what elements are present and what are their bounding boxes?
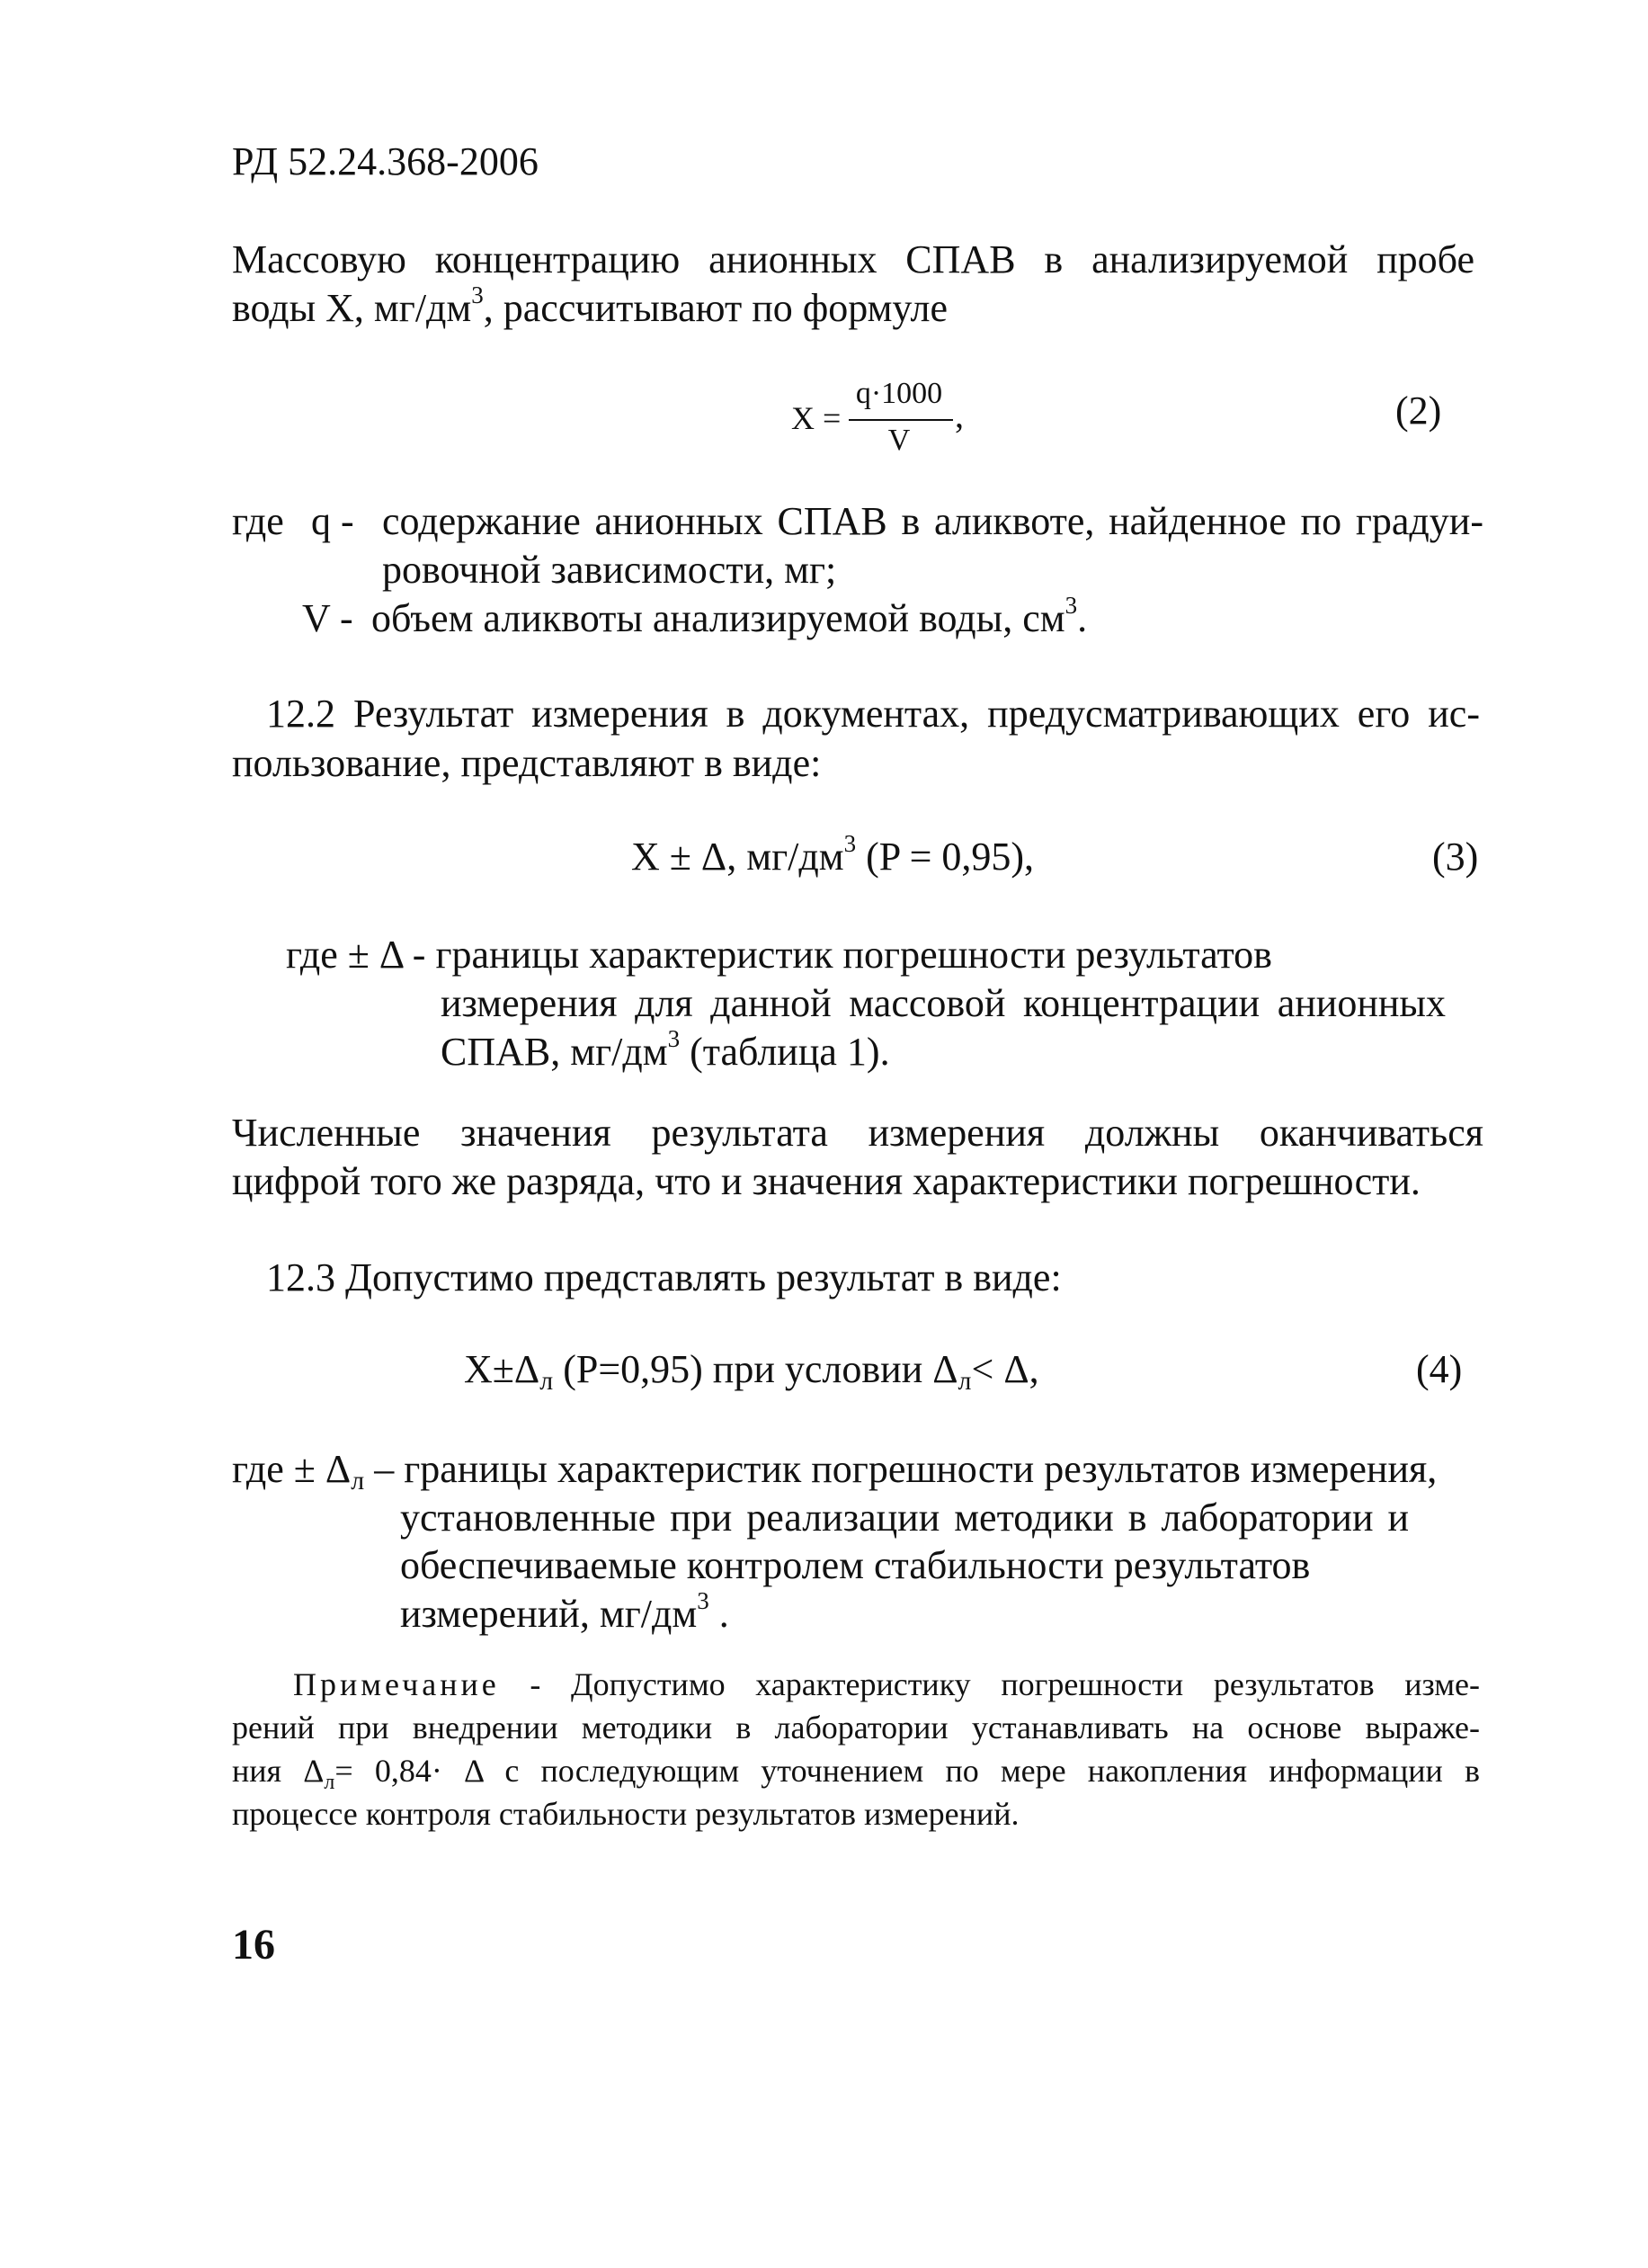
note-line4: процессе контроля стабильности результатов измерений. xyxy=(232,1796,1020,1832)
note-line3 xyxy=(232,1750,1480,1794)
unit-superscript: 3 xyxy=(667,1025,681,1052)
para-intro-line2 xyxy=(232,281,948,333)
where-2-line3 xyxy=(441,1025,890,1076)
subscript: л xyxy=(324,1771,335,1794)
formula-4-part-a: X±Δ xyxy=(464,1347,540,1391)
note-line3-text: = 0,84· Δ с последующим уточнением по мере накопления информации в xyxy=(334,1753,1480,1789)
formula-2-numerator: q·1000 xyxy=(855,377,943,410)
where-3-line1-prefix: где ± Δ xyxy=(232,1447,352,1491)
formula-3-condition: (P = 0,95), xyxy=(856,835,1035,879)
formula-2-comma: , xyxy=(955,395,964,435)
where-1-q-line2: ровочной зависимости, мг; xyxy=(382,548,837,592)
formula-4-part-c: < Δ, xyxy=(971,1347,1039,1391)
doc-code-header: РД 52.24.368-2006 xyxy=(232,139,539,183)
unit-superscript: 3 xyxy=(697,1587,709,1614)
where-3-line1 xyxy=(232,1445,1437,1494)
unit-superscript: 3 xyxy=(843,830,857,857)
para-numeric-line2: цифрой того же разряда, что и значения характеристики погрешности. xyxy=(232,1159,1421,1203)
unit-superscript: 3 xyxy=(471,281,484,308)
where-2-line1: где ± Δ - границы характеристик погрешности результатов xyxy=(286,933,1272,977)
where-1-prefix: где xyxy=(232,499,284,543)
page-number: 16 xyxy=(232,1921,275,1969)
where-1-q-symbol: q - xyxy=(311,499,354,543)
where-3-line4 xyxy=(400,1587,729,1638)
note-line3-prefix: ния Δ xyxy=(232,1753,325,1789)
where-3-line4-tail: . xyxy=(708,1592,729,1636)
where-3-line4-text: измерений, мг/дм xyxy=(400,1592,698,1636)
where-3-line2: установленные при реализации методики в лаборатории и xyxy=(400,1496,1409,1540)
formula-3-main: X ± Δ, мг/дм xyxy=(631,835,844,879)
where-1-v-symbol: V - xyxy=(302,596,353,640)
where-1-v-text: объем аликвоты анализируемой воды, см xyxy=(371,596,1065,640)
formula-3 xyxy=(631,830,1035,881)
section-12-2-line2: пользование, представляют в виде: xyxy=(232,741,822,785)
formula-2-lhs: X = xyxy=(791,400,842,436)
para-intro-line2-tail: , рассчитывают по формуле xyxy=(483,286,948,330)
subscript: л xyxy=(539,1366,554,1396)
note-line1 xyxy=(293,1664,1480,1705)
unit-superscript: 3 xyxy=(1065,592,1078,619)
where-2-line3-text: СПАВ, мг/дм xyxy=(441,1030,668,1074)
section-12-3-line1: 12.3 Допустимо представлять результат в виде: xyxy=(266,1255,1062,1299)
formula-3-number: (3) xyxy=(1432,835,1479,879)
where-2-line3-tail: (таблица 1). xyxy=(680,1030,890,1074)
formula-2-denominator: V xyxy=(887,424,911,457)
note-line2: рений при внедрении методики в лаборатории устанавливать на основе выраже- xyxy=(232,1710,1480,1746)
where-3-line1-text: – границы характеристик погрешности результатов измерения, xyxy=(364,1447,1438,1491)
where-1-q-line1: содержание анионных СПАВ в аликвоте, найденное по градуи- xyxy=(382,499,1483,543)
para-numeric-line1: Численные значения результата измерения должны оканчиваться xyxy=(232,1111,1483,1155)
formula-4 xyxy=(464,1345,1039,1394)
where-1-v-line xyxy=(371,594,1087,643)
note-label: Примечание xyxy=(293,1666,500,1702)
formula-4-part-b: (P=0,95) при условии Δ xyxy=(553,1347,958,1391)
where-3-line3: обеспечиваемые контролем стабильности результатов xyxy=(400,1543,1311,1587)
formula-2-number: (2) xyxy=(1395,388,1442,433)
where-1-v-end: . xyxy=(1077,596,1088,640)
note-line1-text: - Допустимо характеристику погрешности результатов изме- xyxy=(499,1666,1480,1702)
para-intro-line1: Массовую концентрацию анионных СПАВ в анализируемой пробе xyxy=(232,237,1474,281)
section-12-2-line1: 12.2 Результат измерения в документах, предусматривающих его ис- xyxy=(266,692,1480,736)
subscript: л xyxy=(958,1366,972,1396)
where-2-line2: измерения для данной массовой концентрации анионных xyxy=(441,981,1446,1025)
para-intro-line2-text: воды X, мг/дм xyxy=(232,286,472,330)
formula-2-fraction xyxy=(845,376,975,475)
fraction-bar xyxy=(849,419,953,421)
subscript: л xyxy=(351,1466,365,1496)
formula-4-number: (4) xyxy=(1416,1347,1463,1391)
